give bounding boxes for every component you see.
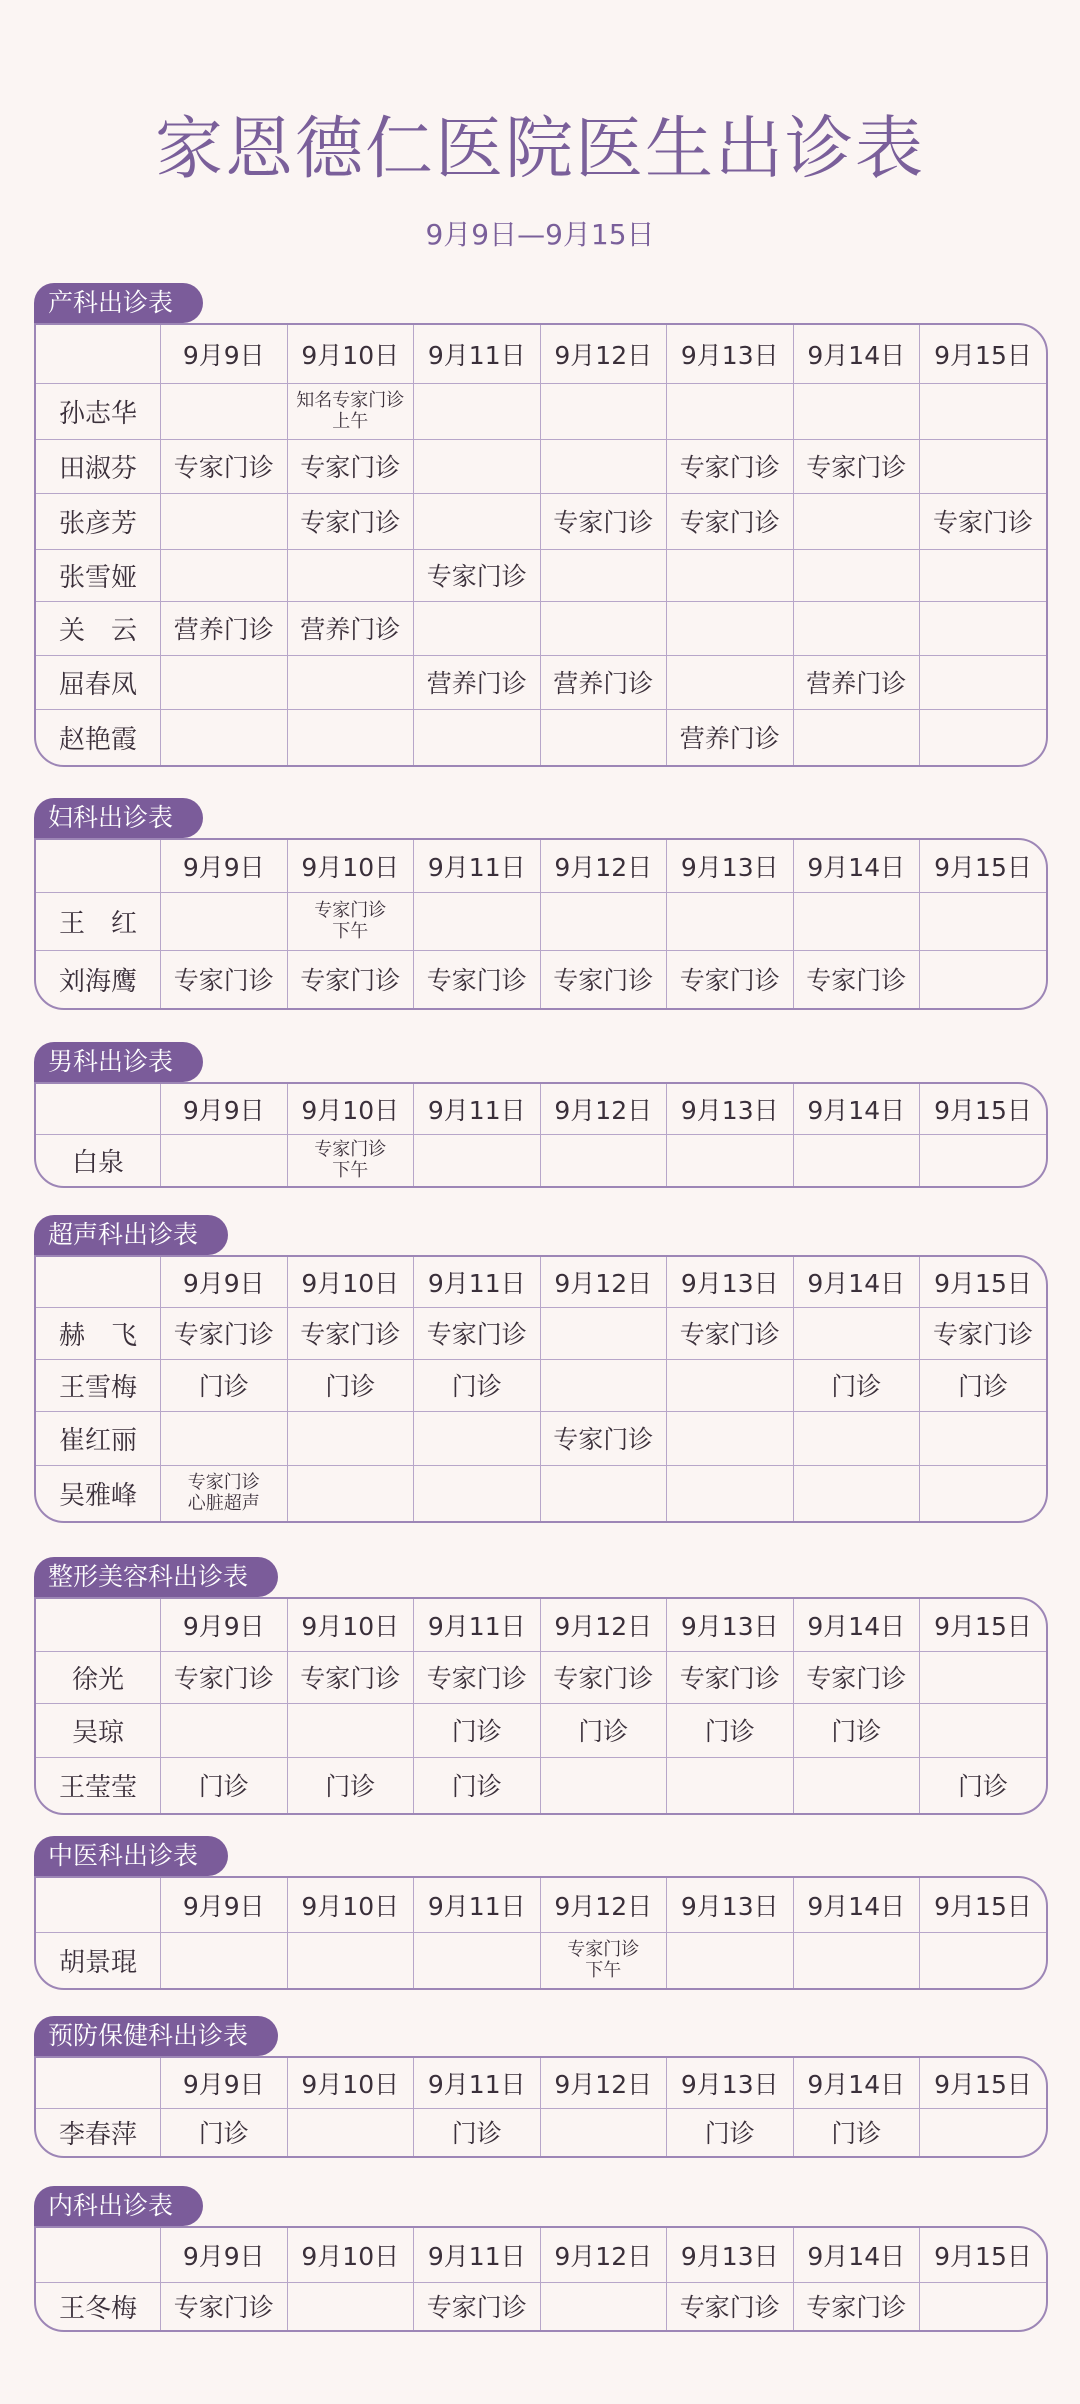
day-header-cell: 9月12日 xyxy=(540,1257,667,1307)
doctor-name-cell: 赫 飞 xyxy=(36,1307,161,1359)
schedule-table-andrology xyxy=(34,1082,1048,1188)
schedule-cell xyxy=(920,1932,1047,1988)
schedule-cell xyxy=(793,892,920,950)
schedule-cell: 专家门诊 xyxy=(287,1651,414,1703)
schedule-cell xyxy=(414,1134,541,1186)
table-row xyxy=(36,709,1046,765)
schedule-cell: 专家门诊 xyxy=(667,439,794,493)
schedule-cell: 门诊 xyxy=(161,1359,288,1411)
schedule-cell xyxy=(793,549,920,601)
schedule-cell xyxy=(667,1465,794,1521)
schedule-cell: 专家门诊 xyxy=(287,439,414,493)
schedule-table-ultrasound xyxy=(34,1255,1048,1523)
schedule-cell: 门诊 xyxy=(287,1359,414,1411)
table-row xyxy=(36,2108,1046,2156)
schedule-cell: 门诊 xyxy=(287,1757,414,1813)
table-row xyxy=(36,1359,1046,1411)
table-header-row xyxy=(36,1084,1046,1134)
schedule-cell-line: 专家门诊 xyxy=(314,900,387,921)
schedule-cell: 门诊 xyxy=(161,1757,288,1813)
schedule-table-plastic xyxy=(34,1597,1048,1815)
schedule-cell: 专家门诊 xyxy=(793,1651,920,1703)
day-header-cell: 9月15日 xyxy=(920,1878,1047,1932)
doctor-name-cell: 田淑芬 xyxy=(36,439,161,493)
day-header-cell: 9月14日 xyxy=(793,1599,920,1651)
header-corner-cell xyxy=(36,2058,161,2108)
schedule-cell xyxy=(287,1411,414,1465)
day-header-cell: 9月13日 xyxy=(667,840,794,892)
schedule-cell xyxy=(920,1411,1047,1465)
schedule-cell xyxy=(287,2108,414,2156)
schedule-cell-line: 下午 xyxy=(332,1160,369,1182)
schedule-cell-line: 专家门诊 xyxy=(567,1939,640,1961)
schedule-cell xyxy=(414,383,541,439)
doctor-name-cell: 李春萍 xyxy=(36,2108,161,2156)
day-header-cell: 9月15日 xyxy=(920,2228,1047,2282)
schedule-cell xyxy=(414,439,541,493)
schedule-cell xyxy=(161,549,288,601)
schedule-cell xyxy=(540,1757,667,1813)
doctor-name-cell: 屈春凤 xyxy=(36,655,161,709)
day-header-cell: 9月9日 xyxy=(161,1599,288,1651)
schedule-cell: 营养门诊 xyxy=(793,655,920,709)
schedule-cell: 营养门诊 xyxy=(414,655,541,709)
schedule-cell-line: 专家门诊 xyxy=(187,1472,260,1494)
schedule-cell xyxy=(287,1703,414,1757)
table-row xyxy=(36,549,1046,601)
doctor-name-cell: 王 红 xyxy=(36,892,161,950)
schedule-cell-line: 下午 xyxy=(585,1960,622,1982)
schedule-cell xyxy=(667,1359,794,1411)
schedule-cell xyxy=(540,383,667,439)
day-header-cell: 9月9日 xyxy=(161,1257,288,1307)
table-row xyxy=(36,1411,1046,1465)
schedule-cell: 门诊 xyxy=(793,2108,920,2156)
schedule-cell xyxy=(287,2282,414,2330)
schedule-cell xyxy=(540,1465,667,1521)
schedule-cell xyxy=(540,2282,667,2330)
section-tab-plastic: 整形美容科出诊表 xyxy=(34,1557,278,1597)
section-tab-gynecology: 妇科出诊表 xyxy=(34,798,203,838)
schedule-cell: 专家门诊 xyxy=(540,1651,667,1703)
schedule-cell xyxy=(920,439,1047,493)
table-row xyxy=(36,1307,1046,1359)
date-range: 9月9日—9月15日 xyxy=(425,218,655,251)
schedule-cell xyxy=(161,493,288,549)
schedule-cell: 门诊 xyxy=(920,1359,1047,1411)
schedule-cell xyxy=(414,1465,541,1521)
schedule-cell: 门诊 xyxy=(540,1703,667,1757)
day-header-cell: 9月11日 xyxy=(414,1084,541,1134)
doctor-name-cell: 吴琼 xyxy=(36,1703,161,1757)
day-header-cell: 9月15日 xyxy=(920,2058,1047,2108)
schedule-table-internal xyxy=(34,2226,1048,2332)
schedule-cell: 专家门诊 xyxy=(667,2282,794,2330)
day-header-cell: 9月14日 xyxy=(793,840,920,892)
day-header-cell: 9月10日 xyxy=(287,325,414,383)
schedule-cell xyxy=(920,1651,1047,1703)
day-header-cell: 9月15日 xyxy=(920,325,1047,383)
schedule-cell: 专家门诊 xyxy=(920,493,1047,549)
schedule-cell: 专家门诊 xyxy=(161,1651,288,1703)
day-header-cell: 9月10日 xyxy=(287,1084,414,1134)
section-tab-tcm: 中医科出诊表 xyxy=(34,1836,228,1876)
schedule-cell xyxy=(793,601,920,655)
day-header-cell: 9月11日 xyxy=(414,840,541,892)
day-header-cell: 9月9日 xyxy=(161,840,288,892)
schedule-cell xyxy=(161,1134,288,1186)
schedule-cell xyxy=(540,709,667,765)
schedule-cell xyxy=(161,892,288,950)
schedule-cell xyxy=(793,493,920,549)
day-header-cell: 9月12日 xyxy=(540,1084,667,1134)
day-header-cell: 9月13日 xyxy=(667,1257,794,1307)
schedule-cell xyxy=(793,1134,920,1186)
table-row xyxy=(36,1932,1046,1988)
schedule-cell-line: 心脏超声 xyxy=(187,1493,260,1515)
schedule-table-preventive xyxy=(34,2056,1048,2158)
table-row xyxy=(36,1134,1046,1186)
table-header-row xyxy=(36,840,1046,892)
schedule-cell xyxy=(667,549,794,601)
schedule-cell: 专家门诊 xyxy=(161,439,288,493)
schedule-cell xyxy=(161,383,288,439)
table-row xyxy=(36,601,1046,655)
doctor-name-cell: 赵艳霞 xyxy=(36,709,161,765)
day-header-cell: 9月9日 xyxy=(161,2228,288,2282)
schedule-cell xyxy=(793,1757,920,1813)
day-header-cell: 9月11日 xyxy=(414,325,541,383)
schedule-cell: 门诊 xyxy=(161,2108,288,2156)
table-header-row xyxy=(36,1599,1046,1651)
schedule-cell: 专家门诊 xyxy=(414,549,541,601)
day-header-cell: 9月10日 xyxy=(287,1878,414,1932)
schedule-cell xyxy=(793,383,920,439)
schedule-cell xyxy=(540,2108,667,2156)
schedule-cell xyxy=(667,1411,794,1465)
day-header-cell: 9月9日 xyxy=(161,325,288,383)
schedule-cell-line: 上午 xyxy=(332,411,369,432)
schedule-cell xyxy=(920,1134,1047,1186)
day-header-cell: 9月10日 xyxy=(287,2228,414,2282)
schedule-cell: 专家门诊 xyxy=(793,950,920,1008)
schedule-cell xyxy=(667,892,794,950)
schedule-cell: 专家门诊 xyxy=(793,439,920,493)
schedule-cell xyxy=(161,1411,288,1465)
header-corner-cell xyxy=(36,1257,161,1307)
schedule-cell xyxy=(161,655,288,709)
day-header-cell: 9月13日 xyxy=(667,1599,794,1651)
schedule-cell xyxy=(287,1932,414,1988)
schedule-cell xyxy=(793,1932,920,1988)
section-tab-obstetrics: 产科出诊表 xyxy=(34,283,203,323)
header-corner-cell xyxy=(36,1878,161,1932)
schedule-cell xyxy=(287,1465,414,1521)
day-header-cell: 9月14日 xyxy=(793,2058,920,2108)
schedule-cell xyxy=(920,709,1047,765)
schedule-cell xyxy=(667,383,794,439)
doctor-name-cell: 刘海鹰 xyxy=(36,950,161,1008)
schedule-cell xyxy=(920,950,1047,1008)
schedule-cell: 专家门诊 xyxy=(414,1307,541,1359)
schedule-cell xyxy=(161,1703,288,1757)
day-header-cell: 9月10日 xyxy=(287,1257,414,1307)
schedule-cell xyxy=(793,1307,920,1359)
day-header-cell: 9月14日 xyxy=(793,1084,920,1134)
schedule-cell: 专家门诊 xyxy=(667,493,794,549)
schedule-cell: 专家门诊 xyxy=(793,2282,920,2330)
schedule-cell: 营养门诊 xyxy=(287,601,414,655)
table-header-row xyxy=(36,2228,1046,2282)
schedule-cell xyxy=(414,709,541,765)
schedule-cell xyxy=(540,601,667,655)
table-row xyxy=(36,892,1046,950)
doctor-name-cell: 王冬梅 xyxy=(36,2282,161,2330)
schedule-cell-line: 专家门诊 xyxy=(314,1139,387,1161)
schedule-cell: 营养门诊 xyxy=(161,601,288,655)
day-header-cell: 9月10日 xyxy=(287,1599,414,1651)
day-header-cell: 9月12日 xyxy=(540,2058,667,2108)
schedule-cell xyxy=(667,601,794,655)
schedule-cell xyxy=(161,1932,288,1988)
schedule-cell: 专家门诊 xyxy=(540,950,667,1008)
doctor-name-cell: 白泉 xyxy=(36,1134,161,1186)
page-title: 家恩德仁医院医生出诊表 xyxy=(154,110,925,189)
day-header-cell: 9月12日 xyxy=(540,2228,667,2282)
schedule-cell: 专家门诊 xyxy=(667,950,794,1008)
schedule-cell xyxy=(540,1359,667,1411)
schedule-cell: 专家门诊 xyxy=(161,950,288,1008)
schedule-cell xyxy=(287,549,414,601)
schedule-table-gynecology xyxy=(34,838,1048,1010)
table-header-row xyxy=(36,1257,1046,1307)
header-corner-cell xyxy=(36,2228,161,2282)
schedule-cell xyxy=(287,1134,414,1186)
header-corner-cell xyxy=(36,325,161,383)
schedule-cell xyxy=(920,1465,1047,1521)
schedule-table-obstetrics xyxy=(34,323,1048,767)
table-row xyxy=(36,1757,1046,1813)
doctor-name-cell: 王莹莹 xyxy=(36,1757,161,1813)
schedule-cell: 专家门诊 xyxy=(920,1307,1047,1359)
doctor-name-cell: 张彦芳 xyxy=(36,493,161,549)
schedule-cell xyxy=(920,2108,1047,2156)
schedule-cell: 门诊 xyxy=(667,1703,794,1757)
schedule-cell xyxy=(414,1411,541,1465)
day-header-cell: 9月15日 xyxy=(920,1257,1047,1307)
schedule-cell xyxy=(287,655,414,709)
schedule-cell xyxy=(287,383,414,439)
day-header-cell: 9月14日 xyxy=(793,1257,920,1307)
schedule-cell xyxy=(287,709,414,765)
schedule-cell xyxy=(793,709,920,765)
schedule-cell xyxy=(920,601,1047,655)
schedule-cell xyxy=(414,892,541,950)
schedule-cell xyxy=(667,1757,794,1813)
schedule-table-tcm xyxy=(34,1876,1048,1990)
day-header-cell: 9月9日 xyxy=(161,1084,288,1134)
schedule-cell xyxy=(920,655,1047,709)
day-header-cell: 9月13日 xyxy=(667,1084,794,1134)
section-tab-ultrasound: 超声科出诊表 xyxy=(34,1215,228,1255)
day-header-cell: 9月9日 xyxy=(161,2058,288,2108)
schedule-cell: 专家门诊 xyxy=(287,950,414,1008)
header-corner-cell xyxy=(36,840,161,892)
day-header-cell: 9月10日 xyxy=(287,2058,414,2108)
schedule-cell: 门诊 xyxy=(414,2108,541,2156)
schedule-cell: 门诊 xyxy=(793,1703,920,1757)
table-row xyxy=(36,1465,1046,1521)
schedule-cell xyxy=(414,493,541,549)
schedule-cell: 专家门诊 xyxy=(161,2282,288,2330)
doctor-name-cell: 徐光 xyxy=(36,1651,161,1703)
schedule-cell xyxy=(540,892,667,950)
day-header-cell: 9月15日 xyxy=(920,840,1047,892)
day-header-cell: 9月14日 xyxy=(793,2228,920,2282)
schedule-cell xyxy=(920,1703,1047,1757)
schedule-cell xyxy=(920,549,1047,601)
table-row xyxy=(36,1703,1046,1757)
schedule-cell xyxy=(667,655,794,709)
day-header-cell: 9月11日 xyxy=(414,1599,541,1651)
header-corner-cell xyxy=(36,1084,161,1134)
schedule-cell: 专家门诊 xyxy=(414,1651,541,1703)
table-row xyxy=(36,383,1046,439)
day-header-cell: 9月12日 xyxy=(540,1878,667,1932)
day-header-cell: 9月15日 xyxy=(920,1599,1047,1651)
schedule-cell: 门诊 xyxy=(667,2108,794,2156)
schedule-cell: 营养门诊 xyxy=(540,655,667,709)
doctor-name-cell: 胡景琨 xyxy=(36,1932,161,1988)
doctor-name-cell: 关 云 xyxy=(36,601,161,655)
table-row xyxy=(36,1651,1046,1703)
section-tab-preventive: 预防保健科出诊表 xyxy=(34,2016,278,2056)
schedule-cell xyxy=(667,1932,794,1988)
table-header-row xyxy=(36,325,1046,383)
day-header-cell: 9月11日 xyxy=(414,1257,541,1307)
schedule-cell xyxy=(540,439,667,493)
schedule-cell: 专家门诊 xyxy=(414,950,541,1008)
table-header-row xyxy=(36,2058,1046,2108)
table-row xyxy=(36,950,1046,1008)
schedule-cell: 营养门诊 xyxy=(667,709,794,765)
day-header-cell: 9月12日 xyxy=(540,1599,667,1651)
doctor-name-cell: 张雪娅 xyxy=(36,549,161,601)
schedule-cell xyxy=(920,892,1047,950)
schedule-cell: 门诊 xyxy=(414,1703,541,1757)
schedule-cell-line: 下午 xyxy=(332,921,369,942)
day-header-cell: 9月12日 xyxy=(540,325,667,383)
table-row xyxy=(36,2282,1046,2330)
day-header-cell: 9月13日 xyxy=(667,1878,794,1932)
schedule-cell xyxy=(793,1411,920,1465)
schedule-cell: 门诊 xyxy=(414,1359,541,1411)
schedule-cell: 专家门诊 xyxy=(667,1307,794,1359)
schedule-cell xyxy=(540,1932,667,1988)
schedule-cell xyxy=(793,1465,920,1521)
day-header-cell: 9月13日 xyxy=(667,325,794,383)
day-header-cell: 9月11日 xyxy=(414,1878,541,1932)
schedule-cell: 专家门诊 xyxy=(667,1651,794,1703)
schedule-cell: 门诊 xyxy=(414,1757,541,1813)
day-header-cell: 9月9日 xyxy=(161,1878,288,1932)
schedule-cell xyxy=(287,892,414,950)
schedule-cell xyxy=(540,549,667,601)
day-header-cell: 9月14日 xyxy=(793,325,920,383)
schedule-cell: 门诊 xyxy=(957,1772,1008,1802)
schedule-cell xyxy=(414,1932,541,1988)
schedule-cell: 门诊 xyxy=(793,1359,920,1411)
table-header-row xyxy=(36,1878,1046,1932)
day-header-cell: 9月15日 xyxy=(920,1084,1047,1134)
schedule-cell: 专家门诊 xyxy=(540,493,667,549)
schedule-cell: 专家门诊 xyxy=(287,493,414,549)
schedule-cell xyxy=(161,1465,288,1521)
table-row xyxy=(36,655,1046,709)
schedule-cell xyxy=(540,1134,667,1186)
day-header-cell: 9月11日 xyxy=(414,2228,541,2282)
schedule-cell xyxy=(920,2282,1047,2330)
schedule-cell xyxy=(920,383,1047,439)
schedule-cell: 专家门诊 xyxy=(414,2282,541,2330)
doctor-name-cell: 崔红丽 xyxy=(36,1411,161,1465)
doctor-name-cell: 吴雅峰 xyxy=(36,1465,161,1521)
schedule-cell xyxy=(667,1134,794,1186)
day-header-cell: 9月13日 xyxy=(667,2058,794,2108)
day-header-cell: 9月12日 xyxy=(540,840,667,892)
schedule-cell xyxy=(161,709,288,765)
header-corner-cell xyxy=(36,1599,161,1651)
schedule-cell: 专家门诊 xyxy=(287,1307,414,1359)
table-row xyxy=(36,439,1046,493)
schedule-cell-line: 知名专家门诊 xyxy=(296,390,405,411)
doctor-name-cell: 孙志华 xyxy=(36,383,161,439)
schedule-cell xyxy=(414,601,541,655)
day-header-cell: 9月13日 xyxy=(667,2228,794,2282)
day-header-cell: 9月10日 xyxy=(287,840,414,892)
section-tab-internal: 内科出诊表 xyxy=(34,2186,203,2226)
section-tab-andrology: 男科出诊表 xyxy=(34,1042,203,1082)
doctor-name-cell: 王雪梅 xyxy=(36,1359,161,1411)
schedule-cell xyxy=(540,1307,667,1359)
day-header-cell: 9月11日 xyxy=(414,2058,541,2108)
schedule-cell: 专家门诊 xyxy=(540,1411,667,1465)
day-header-cell: 9月14日 xyxy=(793,1878,920,1932)
schedule-cell: 专家门诊 xyxy=(161,1307,288,1359)
table-row xyxy=(36,493,1046,549)
